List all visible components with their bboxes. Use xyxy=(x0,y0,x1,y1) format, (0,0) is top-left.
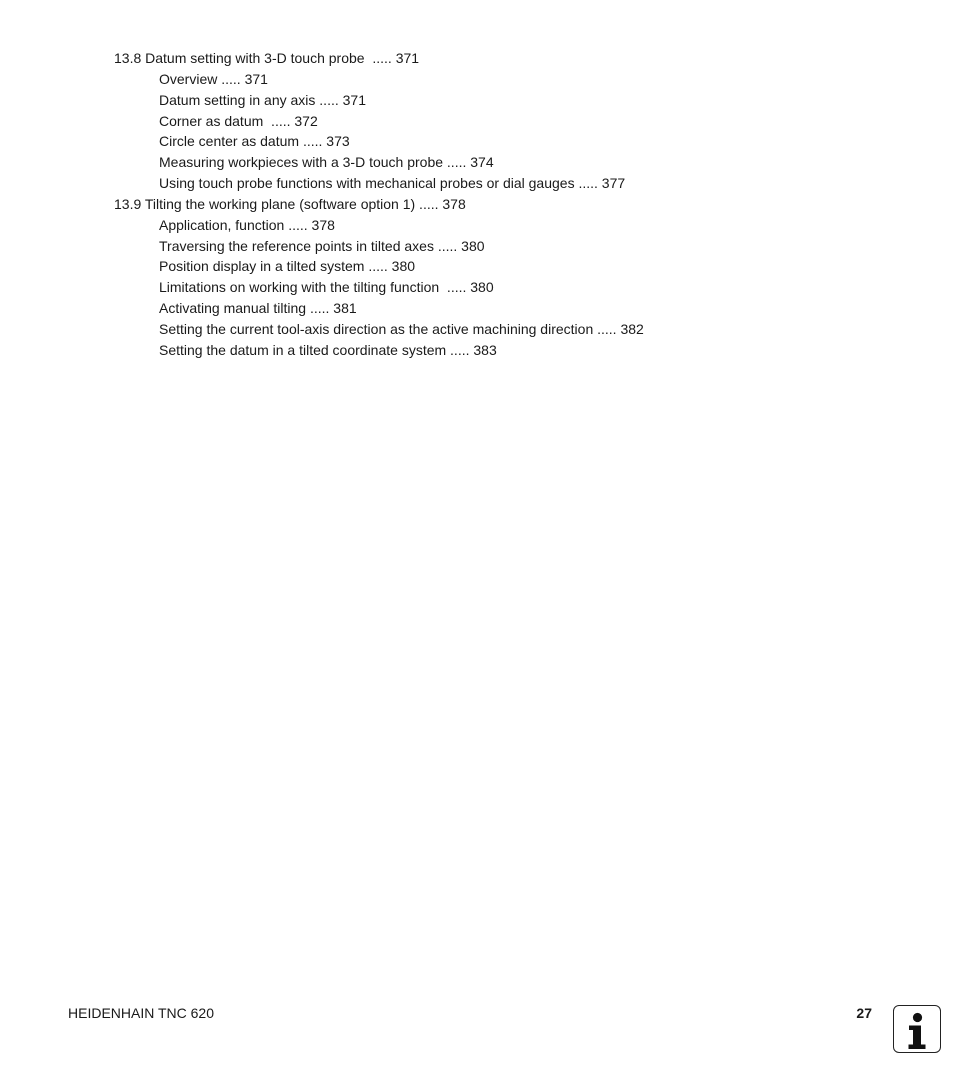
toc-entry-manual-tilting[interactable]: Activating manual tilting ..... 381 xyxy=(159,300,357,317)
toc-entry-traversing-reference-points[interactable]: Traversing the reference points in tilted axes ..... 380 xyxy=(159,237,485,254)
toc-section-13-9[interactable]: 13.9 Tilting the working plane (software option 1) ..... 378 xyxy=(114,195,466,212)
page-number: 27 xyxy=(856,1005,872,1021)
toc-entry-circle-center[interactable]: Circle center as datum ..... 373 xyxy=(159,133,350,150)
toc-section-13-8[interactable]: 13.8 Datum setting with 3-D touch probe ..... 371 xyxy=(114,50,420,66)
toc-entry-position-display[interactable]: Position display in a tilted system ..... 380 xyxy=(159,258,416,275)
toc-entry-datum-any-axis[interactable]: Datum setting in any axis ..... 371 xyxy=(159,91,366,108)
table-of-contents xyxy=(0,48,954,361)
toc-entry-corner-as-datum[interactable]: Corner as datum ..... 372 xyxy=(159,112,318,129)
footer-product-name: HEIDENHAIN TNC 620 xyxy=(68,1005,215,1021)
toc-entry-limitations[interactable]: Limitations on working with the tilting function ..... 380 xyxy=(159,279,494,296)
toc-entry-measuring-workpieces[interactable]: Measuring workpieces with a 3-D touch probe ..... 374 xyxy=(159,154,494,171)
toc-entry-overview[interactable]: Overview ..... 371 xyxy=(159,70,268,87)
info-icon xyxy=(893,1005,941,1053)
toc-entry-mechanical-probes[interactable]: Using touch probe functions with mechanical probes or dial gauges ..... 377 xyxy=(159,175,626,192)
toc-entry-datum-tilted-system[interactable]: Setting the datum in a tilted coordinate system ..... 383 xyxy=(159,341,497,358)
toc-entry-tool-axis-direction[interactable]: Setting the current tool-axis direction as the active machining direction ..... 382 xyxy=(159,320,644,337)
toc-entry-application-function[interactable]: Application, function ..... 378 xyxy=(159,216,335,233)
